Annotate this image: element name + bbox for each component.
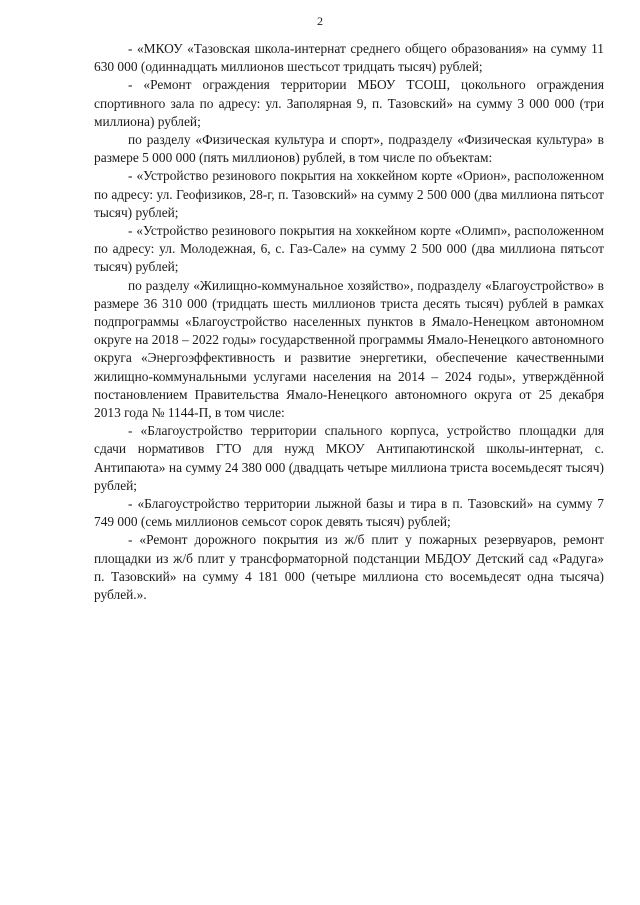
paragraph-sport-section: по разделу «Физическая культура и спорт», подразделу «Физическая культура» в размере 5 000 000 (пять миллионов) рублей, в том числе по объектам: [94, 132, 604, 166]
document-body [94, 40, 604, 604]
page-number: 2 [317, 14, 323, 28]
paragraph-olimp-rink: - «Устройство резинового покрытия на хоккейном корте «Олимп», расположенном по адресу: ул. Молодежная, 6, с. Газ-Сале» на сумму 2 500 000 (два миллиона пятьсот тысяч) рублей; [94, 223, 604, 275]
paragraph-housing-section: по разделу «Жилищно-коммунальное хозяйство», подразделу «Благоустройство» в размере 36 310 000 (тридцать шесть миллионов триста десять тысяч) рублей в рамках подпрограммы «Благоустройство населенных пунктов в Ямало-Ненецком автономном округе на 2018 – 2022 годы» государственной программы Ямало-Ненецкого автономного округа «Энергоэффективность и развитие энергетики, обеспечение качественными жилищно-коммунальными услугами населения на 2014 – 2024 годы», утверждённой постановлением Правительства Ямало-Ненецкого автономного округа от 25 декабря 2013 года № 1144-П, в том числе: [94, 277, 604, 421]
paragraph-ski-base: - «Благоустройство территории лыжной базы и тира в п. Тазовский» на сумму 7 749 000 (семь миллионов семьсот сорок девять тысяч) рублей; [94, 496, 604, 530]
paragraph-school-boarding: - «МКОУ «Тазовская школа-интернат среднего общего образования» на сумму 11 630 000 (одиннадцать миллионов шестьсот тридцать тысяч) рублей; [94, 41, 604, 75]
paragraph-fence-repair: - «Ремонт ограждения территории МБОУ ТСОШ, цокольного ограждения спортивного зала по адресу: ул. Заполярная 9, п. Тазовский» на сумму 3 000 000 (три миллиона) рублей; [94, 77, 604, 129]
paragraph-road-repair: - «Ремонт дорожного покрытия из ж/б плит у пожарных резервуаров, ремонт площадки из ж/б плит у трансформаторной подстанции МБДОУ Детский сад «Радуга» п. Тазовский» на сумму 4 181 000 (четыре миллиона сто восемьдесят одна тысяча) рублей.». [94, 532, 604, 603]
paragraph-orion-rink: - «Устройство резинового покрытия на хоккейном корте «Орион», расположенном по адресу: ул. Геофизиков, 28-г, п. Тазовский» на сумму 2 500 000 (два миллиона пятьсот тысяч) рублей; [94, 168, 604, 220]
paragraph-gto-site: - «Благоустройство территории спального корпуса, устройство площадки для сдачи нормативов ГТО для нужд МКОУ Антипаютинской школы-интернат, с. Антипаюта» на сумму 24 380 000 (двадцать четыре миллиона триста восемьдесят тысяч) рублей; [94, 423, 604, 493]
